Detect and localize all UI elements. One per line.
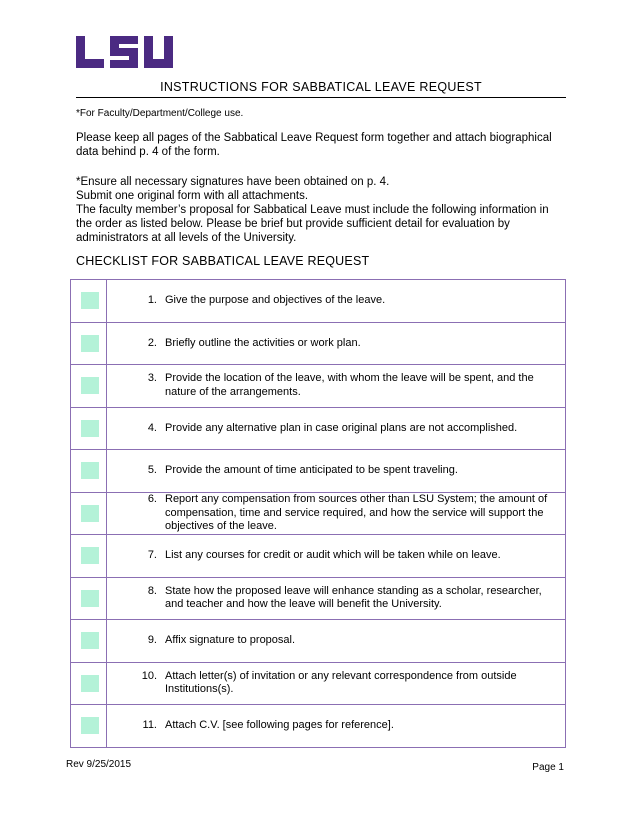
checkbox-cell bbox=[71, 492, 107, 535]
checklist-checkbox[interactable] bbox=[81, 292, 99, 309]
checklist-text-cell bbox=[107, 365, 566, 408]
lsu-logo-graphic bbox=[76, 36, 174, 68]
checklist-item-number: 1. bbox=[147, 294, 157, 306]
checklist-row bbox=[71, 407, 566, 450]
checklist-text-cell bbox=[107, 492, 566, 535]
checklist-item-number: 5. bbox=[147, 464, 157, 476]
checklist-checkbox[interactable] bbox=[81, 675, 99, 692]
checklist-item-text: State how the proposed leave will enhance standing as a scholar, researcher, and teacher and how the leave will benefit the University. bbox=[165, 584, 542, 611]
checklist-item-text: Provide any alternative plan in case original plans are not accomplished. bbox=[165, 421, 518, 434]
checklist-text-cell bbox=[107, 577, 566, 620]
checklist-item-number: 7. bbox=[147, 549, 157, 561]
checklist-row bbox=[71, 535, 566, 578]
checklist-text-cell bbox=[107, 407, 566, 450]
lsu-logo bbox=[76, 36, 174, 73]
instructions-paragraph-1: Please keep all pages of the Sabbatical Leave Request form together and attach biographical data behind p. 4 of the form. bbox=[76, 132, 552, 158]
proposal-requirements: The faculty member’s proposal for Sabbatical Leave must include the following information in the order as listed below. Please be brief but provide sufficient detail for evaluation by administrators at all levels of the University. bbox=[76, 204, 549, 244]
checklist-text-cell bbox=[107, 705, 566, 748]
checklist-text-cell bbox=[107, 450, 566, 493]
checkbox-cell bbox=[71, 365, 107, 408]
checkbox-cell bbox=[71, 705, 107, 748]
checklist-row bbox=[71, 705, 566, 748]
checklist-item-number: 8. bbox=[147, 584, 157, 597]
checklist-item-text: List any courses for credit or audit which will be taken while on leave. bbox=[165, 549, 501, 561]
checklist-row bbox=[71, 620, 566, 663]
checklist-text-cell bbox=[107, 280, 566, 323]
checklist-checkbox[interactable] bbox=[81, 335, 99, 352]
submission-note: Submit one original form with all attachments. bbox=[76, 190, 309, 202]
checklist-item-number: 6. bbox=[147, 493, 157, 505]
checklist-row bbox=[71, 280, 566, 323]
checklist-item-number: 9. bbox=[147, 634, 157, 646]
checklist-text-cell bbox=[107, 662, 566, 705]
checklist-item-number: 11. bbox=[142, 719, 157, 731]
checklist-row bbox=[71, 450, 566, 493]
checklist-item-text: Briefly outline the activities or work plan. bbox=[165, 336, 361, 349]
checklist-text-cell bbox=[107, 535, 566, 578]
checklist-item-text: Give the purpose and objectives of the leave. bbox=[165, 294, 386, 306]
checklist-checkbox[interactable] bbox=[81, 462, 99, 479]
checklist-item-number: 2. bbox=[147, 336, 157, 349]
signatures-note: *Ensure all necessary signatures have been obtained on p. 4. bbox=[76, 176, 390, 188]
checklist-checkbox[interactable] bbox=[81, 590, 99, 607]
checklist-row bbox=[71, 365, 566, 408]
checklist-text-cell bbox=[107, 322, 566, 365]
checklist-checkbox[interactable] bbox=[81, 547, 99, 564]
checklist-checkbox[interactable] bbox=[81, 632, 99, 649]
checklist-item-number: 3. bbox=[147, 372, 157, 385]
checklist-item-text: Affix signature to proposal. bbox=[165, 634, 296, 646]
checklist-checkbox[interactable] bbox=[81, 717, 99, 734]
page-title: INSTRUCTIONS FOR SABBATICAL LEAVE REQUEST bbox=[76, 80, 566, 98]
instructions-paragraph-2 bbox=[76, 175, 556, 245]
checklist-item-number: 10. bbox=[141, 669, 157, 682]
checkbox-cell bbox=[71, 662, 107, 705]
checklist-row bbox=[71, 662, 566, 705]
checkbox-cell bbox=[71, 322, 107, 365]
revision-date: Rev 9/25/2015 bbox=[66, 759, 132, 770]
checklist-heading: CHECKLIST FOR SABBATICAL LEAVE REQUEST bbox=[76, 254, 370, 268]
checkbox-cell bbox=[71, 535, 107, 578]
checklist-item-number: 4. bbox=[147, 421, 157, 434]
checklist-row bbox=[71, 492, 566, 535]
checklist-item-text: Report any compensation from sources other than LSU System; the amount of compensation, time and service required, and how the service will support the objectives of the leave. bbox=[165, 493, 548, 532]
checklist-item-text: Attach C.V. [see following pages for reference]. bbox=[165, 719, 394, 731]
checkbox-cell bbox=[71, 577, 107, 620]
checklist-item-text: Attach letter(s) of invitation or any relevant correspondence from outside Institutions(s). bbox=[165, 669, 517, 696]
checklist-row bbox=[71, 577, 566, 620]
checklist-text-cell bbox=[107, 620, 566, 663]
checklist-row bbox=[71, 322, 566, 365]
checkbox-cell bbox=[71, 620, 107, 663]
checklist-checkbox[interactable] bbox=[81, 377, 99, 394]
checkbox-cell bbox=[71, 280, 107, 323]
checklist-item-text: Provide the location of the leave, with whom the leave will be spent, and the nature of the arrangements. bbox=[165, 372, 534, 398]
checkbox-cell bbox=[71, 407, 107, 450]
checklist-checkbox[interactable] bbox=[81, 505, 99, 522]
checkbox-cell bbox=[71, 450, 107, 493]
checklist-checkbox[interactable] bbox=[81, 420, 99, 437]
usage-note: *For Faculty/Department/College use. bbox=[76, 108, 244, 119]
checklist-table bbox=[70, 279, 566, 748]
page-number: Page 1 bbox=[532, 762, 564, 773]
checklist-item-text: Provide the amount of time anticipated to be spent traveling. bbox=[165, 464, 458, 476]
